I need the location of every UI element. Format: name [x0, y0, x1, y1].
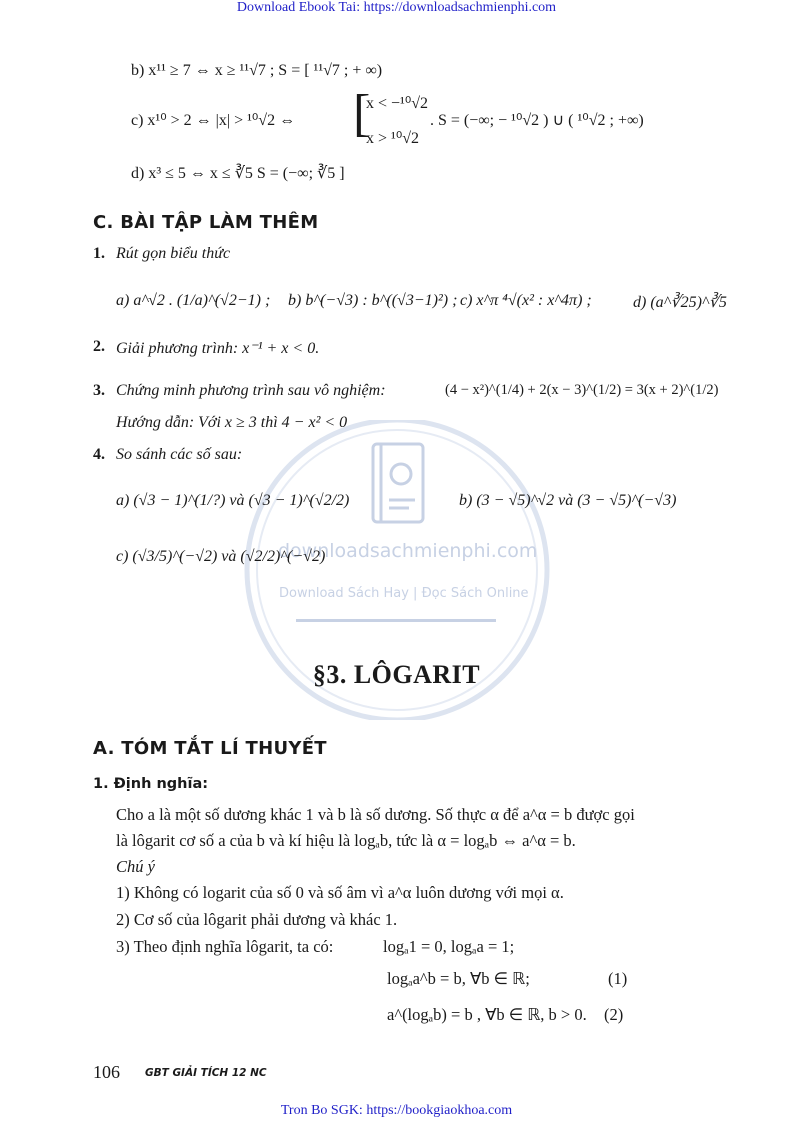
case-bracket: [ — [353, 85, 371, 142]
formula-2: a^(logₐb) = b , ∀b ∈ ℝ, b > 0. — [387, 1005, 587, 1024]
example-c-right: . S = (−∞; − ¹⁰√2 ) ∪ ( ¹⁰√2 ; +∞) — [430, 112, 644, 129]
exercise-1b: b) b^(−√3) : b^((√3−1)²) ; — [288, 292, 458, 309]
section-c-heading: C. BÀI TẬP LÀM THÊM — [93, 212, 319, 233]
section-a-heading: A. TÓM TẮT LÍ THUYẾT — [93, 738, 327, 759]
note-3: 3) Theo định nghĩa lôgarit, ta có: — [116, 937, 334, 956]
example-c-case2: x > ¹⁰√2 — [366, 130, 420, 147]
exercise-3-hint: Hướng dẫn: Với x ≥ 3 thì 4 − x² < 0 — [116, 414, 348, 431]
formula-0: logₐ1 = 0, logₐa = 1; — [383, 937, 515, 956]
exercise-3-text: Chứng minh phương trình sau vô nghiệm: — [116, 382, 386, 399]
example-c-left: c) x¹⁰ > 2 ⇔ |x| > ¹⁰√2 ⇔ — [131, 112, 296, 129]
book-title: GBT GIẢI TÍCH 12 NC — [145, 1067, 267, 1079]
chapter-title: §3. LÔGARIT — [312, 660, 481, 689]
formula-2-tag: (2) — [604, 1005, 624, 1024]
example-b: b) x¹¹ ≥ 7 ⇔ x ≥ ¹¹√7 ; S = [ ¹¹√7 ; + ∞) — [131, 62, 383, 79]
exercise-3-equation: (4 − x²)^(1/4) + 2(x − 3)^(1/2) = 3(x + 2)^(1/2) — [445, 382, 719, 398]
exercise-1d: d) (a^∛25)^∛5 — [633, 294, 727, 311]
exercise-1-number: 1. — [93, 245, 105, 262]
watermark-tagline: Download Sách Hay | Đọc Sách Online — [279, 586, 529, 601]
exercise-4-text: So sánh các số sau: — [116, 446, 243, 463]
definition-heading: 1. Định nghĩa: — [93, 776, 209, 792]
exercise-4b: b) (3 − √5)^√2 và (3 − √5)^(−√3) — [459, 492, 677, 509]
example-d: d) x³ ≤ 5 ⇔ x ≤ ∛5 S = (−∞; ∛5 ] — [131, 165, 345, 182]
example-c-case1: x < −¹⁰√2 — [366, 95, 429, 112]
watermark-rule — [296, 619, 496, 622]
exercise-4a: a) (√3 − 1)^(1/?) và (√3 − 1)^(√2/2) — [116, 492, 350, 509]
exercise-1-text: Rút gọn biểu thức — [116, 245, 231, 262]
formula-1: logₐa^b = b, ∀b ∈ ℝ; — [387, 969, 530, 988]
formula-1-tag: (1) — [608, 969, 628, 988]
note-2: 2) Cơ số của lôgarit phải dương và khác 1. — [116, 910, 398, 929]
exercise-1a: a) a^√2 . (1/a)^(√2−1) ; — [116, 292, 271, 309]
footer-download-link[interactable]: Tron Bo SGK: https://bookgiaokhoa.com — [280, 1103, 513, 1118]
header-download-link[interactable]: Download Ebook Tai: https://downloadsachmienphi.com — [236, 0, 557, 15]
exercise-2-number: 2. — [93, 338, 105, 355]
watermark-site: downloadsachmienphi.com — [278, 540, 538, 562]
exercise-3-number: 3. — [93, 382, 105, 399]
definition-line-1: Cho a là một số dương khác 1 và b là số dương. Số thực α để a^α = b được gọi — [116, 805, 635, 824]
note-label: Chú ý — [116, 857, 155, 876]
exercise-4c: c) (√3/5)^(−√2) và (√2/2)^(−√2) — [116, 548, 326, 565]
exercise-1c: c) x^π ⁴√(x² : x^4π) ; — [460, 292, 592, 309]
note-1: 1) Không có logarit của số 0 và số âm vì a^α luôn dương với mọi α. — [116, 883, 564, 902]
definition-line-2: là lôgarit cơ số a của b và kí hiệu là logₐb, tức là α = logₐb ⇔ a^α = b. — [116, 831, 576, 850]
page-number: 106 — [93, 1062, 120, 1082]
exercise-4-number: 4. — [93, 446, 105, 463]
book-icon — [365, 440, 435, 530]
exercise-2-text: Giải phương trình: x⁻¹ + x < 0. — [116, 340, 320, 357]
